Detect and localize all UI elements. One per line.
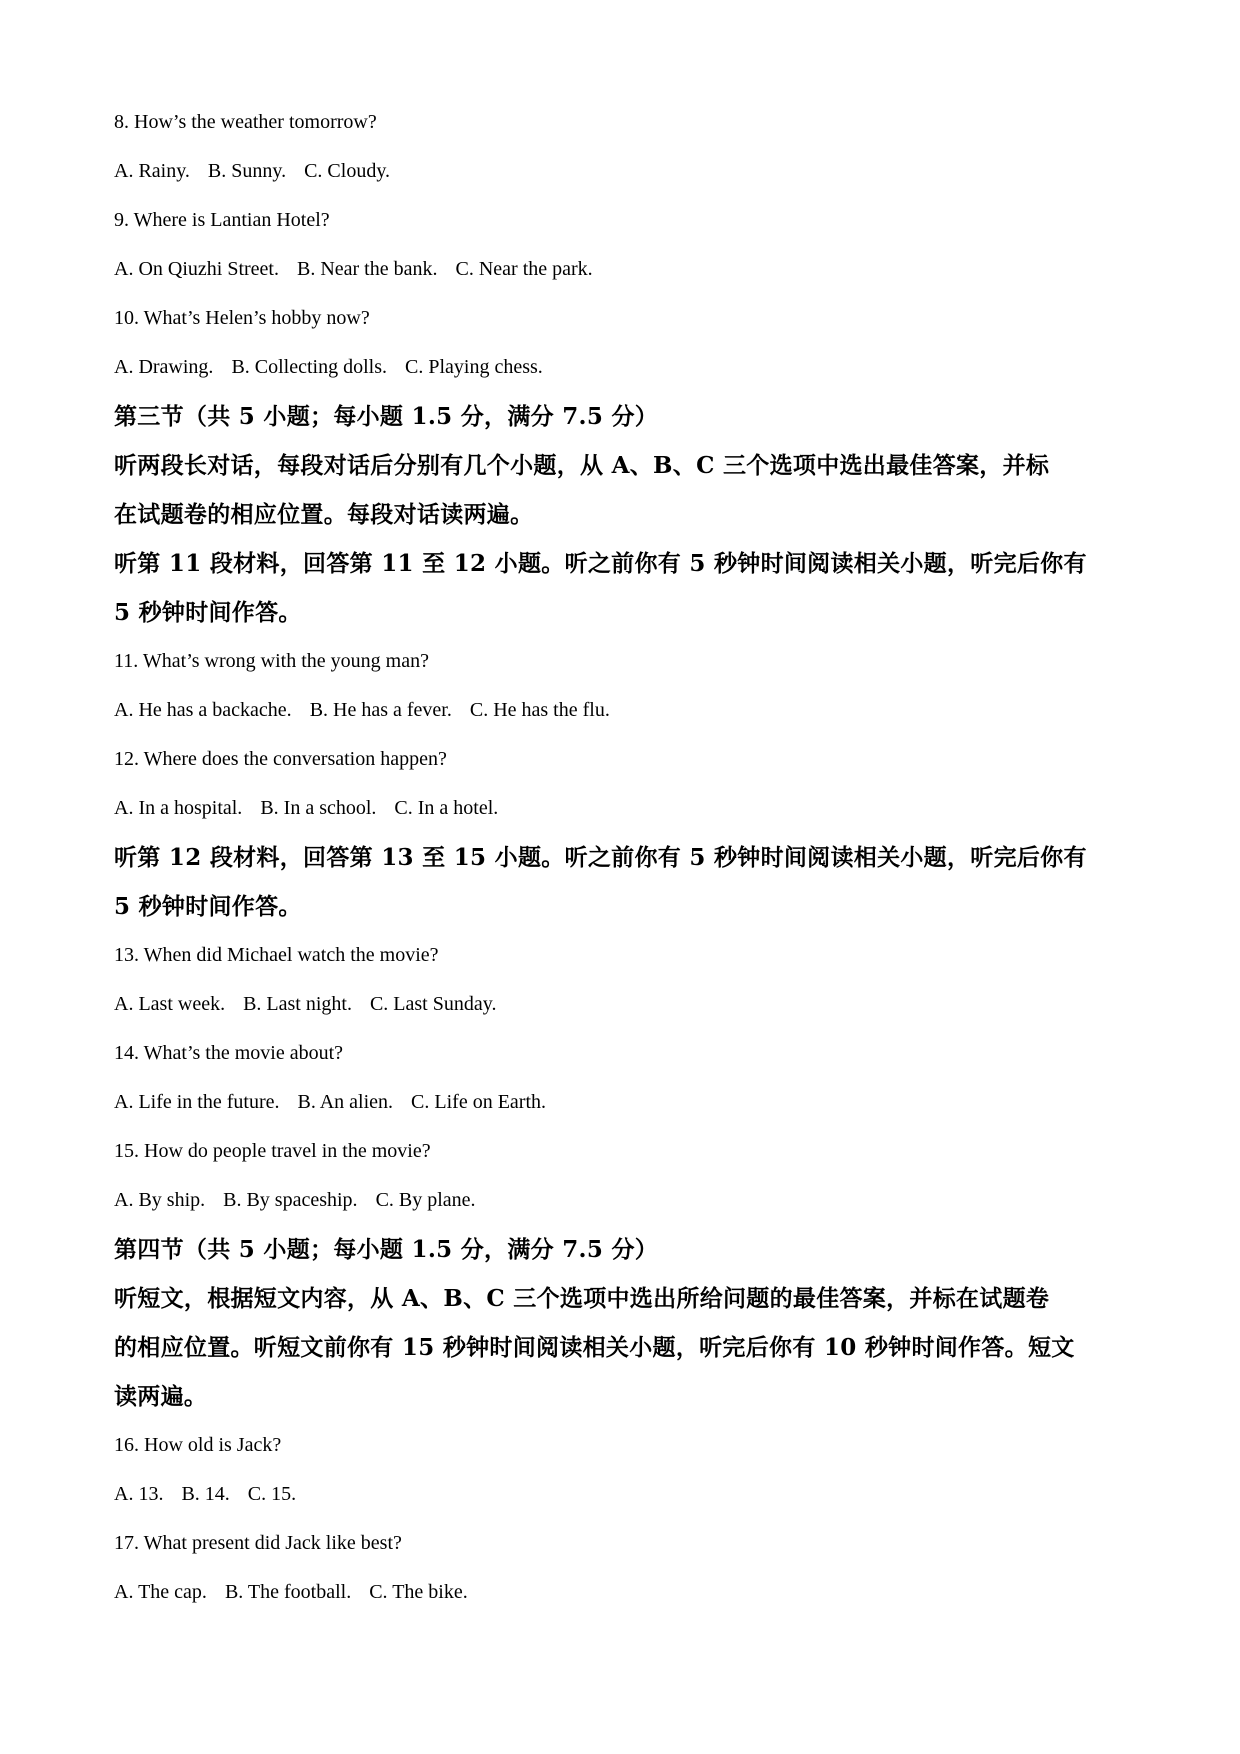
exam-page [114,98,1134,1617]
question-16: 16. How old is Jack? [114,1434,282,1456]
question-8-options [114,147,1134,196]
question-16-options [114,1470,1134,1519]
option-c: C. He has the flu. [469,699,610,721]
option-a: A. Drawing. [114,356,214,378]
option-a: A. The cap. [114,1581,207,1603]
question-15: 15. How do people travel in the movie? [114,1140,431,1162]
option-c: C. Last Sunday. [369,993,497,1015]
option-b: B. In a school. [260,797,377,819]
option-a: A. In a hospital. [114,797,243,819]
question-11-options [114,686,1134,735]
material-12-instruction-line-2: 5 秒钟时间作答。 [114,893,302,920]
section-4-instruction-line-2: 的相应位置。听短文前你有 15 秒钟时间阅读相关小题，听完后你有 10 秒钟时间作答。短文 [114,1334,1075,1361]
option-b: B. Collecting dolls. [231,356,387,378]
section-3-instruction-line-2: 在试题卷的相应位置。每段对话读两遍。 [114,501,534,528]
option-b: B. An alien. [297,1091,394,1113]
option-c: C. 15. [247,1483,297,1505]
section-4-instruction-line-1: 听短文，根据短文内容，从 A、B、C 三个选项中选出所给问题的最佳答案，并标在试题卷 [114,1285,1050,1312]
option-b: B. 14. [181,1483,230,1505]
option-a: A. Rainy. [114,160,190,182]
question-9: 9. Where is Lantian Hotel? [114,209,330,231]
question-12: 12. Where does the conversation happen? [114,748,447,770]
option-c: C. Playing chess. [405,356,543,378]
option-b: B. Last night. [243,993,352,1015]
question-11: 11. What’s wrong with the young man? [114,650,429,672]
question-17: 17. What present did Jack like best? [114,1532,402,1554]
option-a: A. 13. [114,1483,164,1505]
option-b: B. Near the bank. [296,258,438,280]
option-c: C. Cloudy. [304,160,391,182]
question-12-options [114,784,1134,833]
option-b: B. By spaceship. [223,1189,358,1211]
option-b: B. He has a fever. [309,699,452,721]
section-4-heading: 第四节（共 5 小题；每小题 1.5 分，满分 7.5 分） [114,1236,659,1263]
section-3-instruction-line-1: 听两段长对话，每段对话后分别有几个小题，从 A、B、C 三个选项中选出最佳答案，并标 [114,452,1050,479]
question-9-options [114,245,1134,294]
question-14: 14. What’s the movie about? [114,1042,344,1064]
question-8: 8. How’s the weather tomorrow? [114,111,377,133]
question-13: 13. When did Michael watch the movie? [114,944,439,966]
option-a: A. On Qiuzhi Street. [114,258,279,280]
question-10: 10. What’s Helen’s hobby now? [114,307,370,329]
option-a: A. By ship. [114,1189,206,1211]
section-4-instruction-line-3: 读两遍。 [114,1383,208,1410]
option-a: A. Last week. [114,993,226,1015]
section-3-heading: 第三节（共 5 小题；每小题 1.5 分，满分 7.5 分） [114,403,659,430]
question-17-options [114,1568,1134,1617]
question-14-options [114,1078,1134,1127]
option-c: C. By plane. [375,1189,476,1211]
option-a: A. Life in the future. [114,1091,280,1113]
option-c: C. Near the park. [455,258,593,280]
option-c: C. The bike. [369,1581,468,1603]
material-12-instruction-line-1: 听第 12 段材料，回答第 13 至 15 小题。听之前你有 5 秒钟时间阅读相关小题，听完后你有 [114,844,1087,871]
option-c: C. In a hotel. [394,797,499,819]
question-15-options [114,1176,1134,1225]
question-13-options [114,980,1134,1029]
option-b: B. The football. [224,1581,352,1603]
option-c: C. Life on Earth. [411,1091,547,1113]
question-10-options [114,343,1134,392]
material-11-instruction-line-1: 听第 11 段材料，回答第 11 至 12 小题。听之前你有 5 秒钟时间阅读相关小题，听完后你有 [114,550,1087,577]
material-11-instruction-line-2: 5 秒钟时间作答。 [114,599,302,626]
option-b: B. Sunny. [207,160,287,182]
option-a: A. He has a backache. [114,699,292,721]
